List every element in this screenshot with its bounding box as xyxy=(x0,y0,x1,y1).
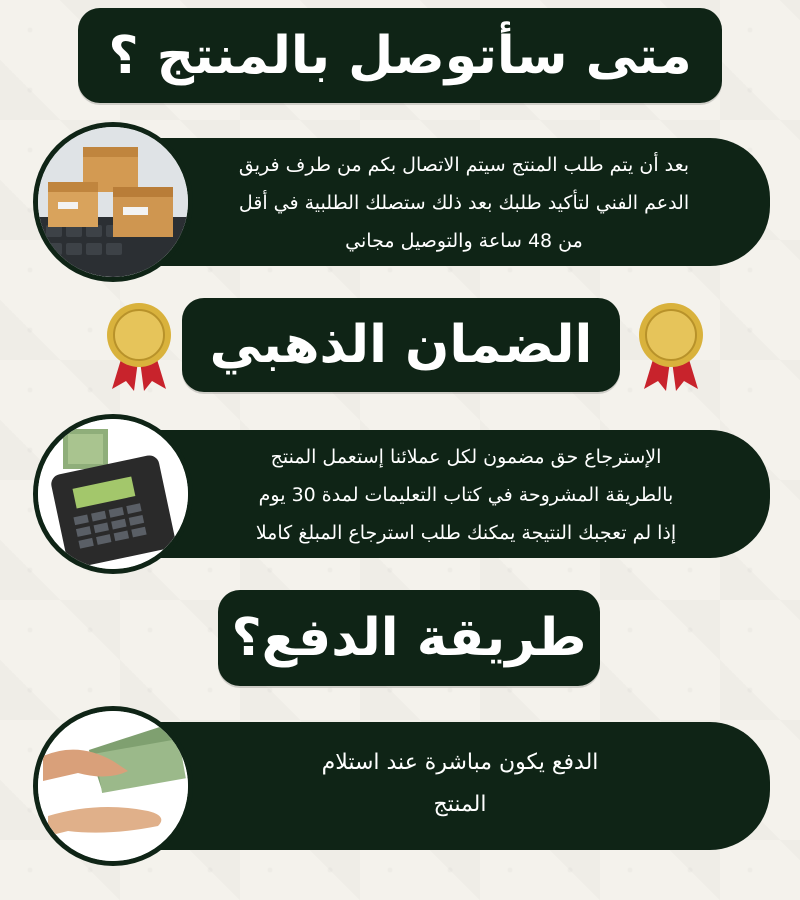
payment-terminal-icon xyxy=(38,419,188,569)
guarantee-line-1: الإسترجاع حق مضمون لكل عملائنا إستعمل المنتج xyxy=(270,446,662,468)
delivery-title-banner xyxy=(78,8,722,103)
guarantee-line-3: إذا لم تعجبك النتيجة يمكنك طلب استرجاع المبلغ كاملا xyxy=(255,522,677,544)
gold-medal-icon-left xyxy=(104,301,174,393)
payment-line-2: المنتج xyxy=(433,792,487,817)
guarantee-title-banner xyxy=(182,298,620,392)
delivery-title: متى سأتوصل بالمنتج ؟ xyxy=(108,25,692,86)
boxes-on-keyboard-icon xyxy=(38,127,188,277)
guarantee-title: الضمان الذهبي xyxy=(209,315,593,375)
delivery-line-3: من 48 ساعة والتوصيل مجاني xyxy=(345,230,583,252)
gold-medal-icon-right xyxy=(636,301,706,393)
cash-handover-icon xyxy=(38,711,188,861)
guarantee-text xyxy=(206,438,726,552)
payment-line-1: الدفع يكون مباشرة عند استلام xyxy=(321,750,599,775)
delivery-text xyxy=(194,146,734,260)
cash-image xyxy=(33,706,193,866)
payment-text xyxy=(260,742,660,826)
delivery-line-1: بعد أن يتم طلب المنتج سيتم الاتصال بكم من طرف فريق xyxy=(238,154,690,176)
payment-title-banner xyxy=(218,590,600,686)
terminal-image xyxy=(33,414,193,574)
boxes-image xyxy=(33,122,193,282)
guarantee-line-2: بالطريقة المشروحة في كتاب التعليمات لمدة 30 يوم xyxy=(258,484,674,506)
delivery-line-2: الدعم الفني لتأكيد طلبك بعد ذلك ستصلك الطلبية في أقل xyxy=(238,192,690,214)
payment-title: طريقة الدفع؟ xyxy=(231,608,587,668)
